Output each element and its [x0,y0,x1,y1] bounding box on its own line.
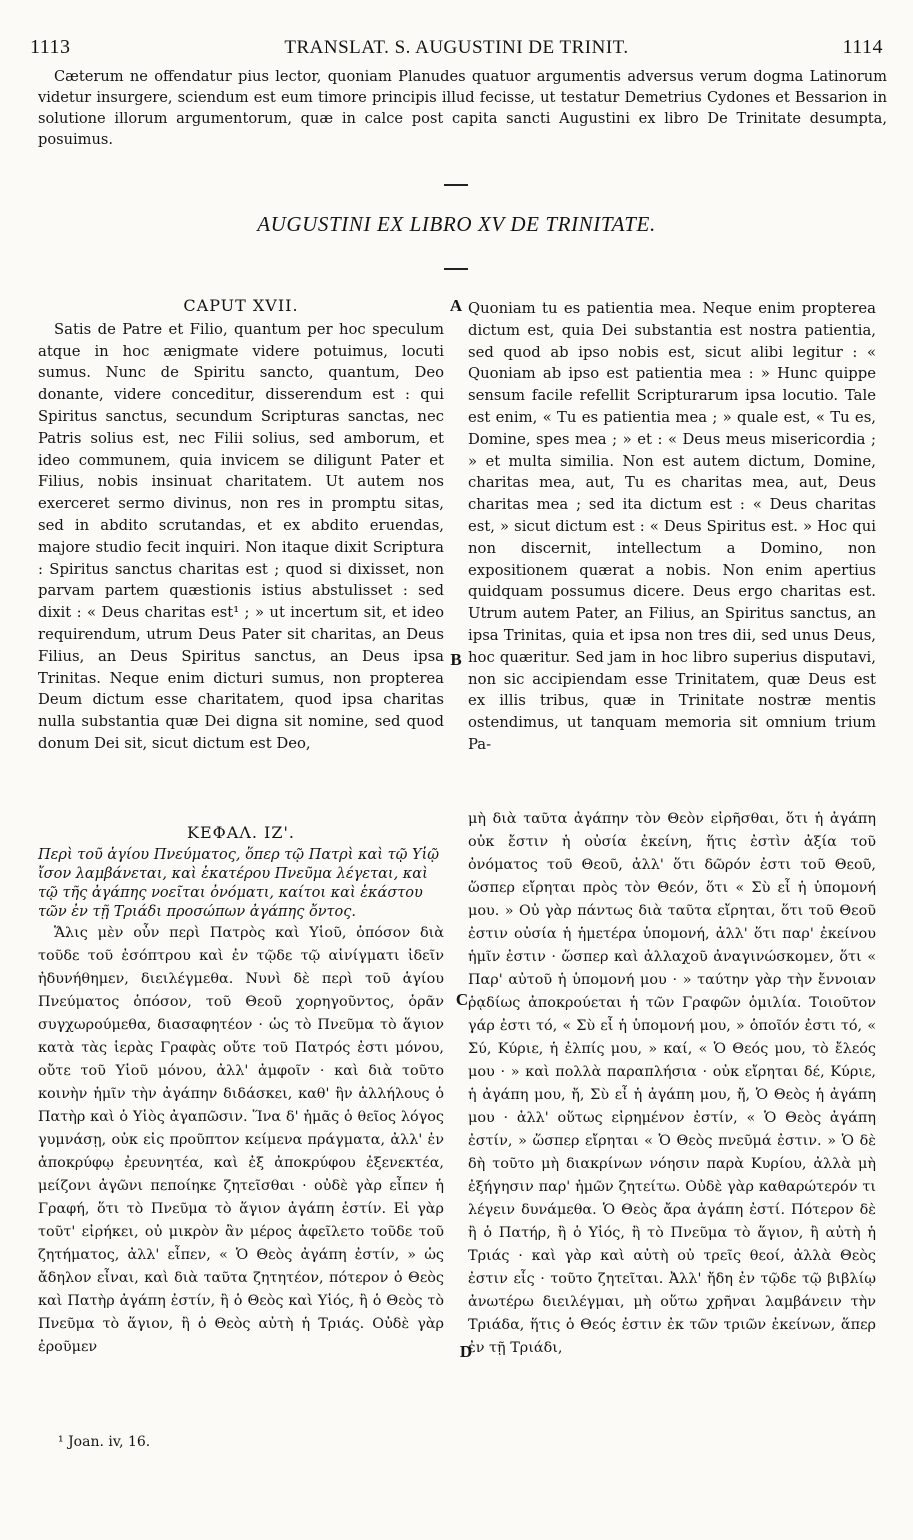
latin-column-left [38,295,444,755]
latin-text-right: Quoniam tu es patientia mea. Neque enim propterea dictum est, quia Dei substantia est nostra patientia, sed quod ab ipso nobis est, sicut alibi legitur : « Quoniam ab ipso est patientia mea : » Hunc quippe sensum facile refellit Scripturarum ipsa locutio. Tale est enim, « Tu es patientia mea ; » quale est, « Tu es, Domine, spes mea ; » et : « Deus meus misericordia ; » et multa similia. Non est autem dictum, Domine, charitas mea, aut, Tu es charitas mea, aut, Deus charitas mea ; sed ita dictum est : « Deus charitas est, » sicut dictum est : « Deus Spiritus est. » Hoc qui non discernit, intellectum a Domino, non expositionem quærat a nobis. Non enim apertius quidquam possumus dicere. Deus ergo charitas est. Utrum autem Pater, an Filius, an Spiritus sanctus, an ipsa Trinitas, quia et ipsa non tres dii, sed unus Deus, hoc quæritur. Sed jam in hoc libro superius disputavi, non sic accipiendam esse Trinitatem, quæ Deus est ex illis tribus, quæ in Trinitate nostræ mentis ostendimus, ut tanquam memoria sit omnium trium Pa- [468,300,876,753]
page-number-right: 1114 [842,36,883,58]
greek-text-right: μὴ διὰ ταῦτα ἀγάπην τὸν Θεὸν εἰρῆσθαι, ὅτι ἡ ἀγάπη οὐκ ἔστιν ἡ οὐσία ἐκείνη, ἥτις ἐστὶν ἀξία τοῦ ὀνόματος τοῦ Θεοῦ, ἀλλ' ὅτι δῶρόν ἐστι τοῦ Θεοῦ, ὥσπερ εἴρηται πρὸς τὸν Θεόν, ὅτι « Σὺ εἶ ἡ ὑπομονή μου. » Οὐ γὰρ πάντως διὰ ταῦτα εἴρηται, ὅτι τοῦ Θεοῦ ἐστιν οὐσία ἡ ἡμετέρα ὑπομονή, ἀλλ' ὅτι παρ' ἐκείνου ἡμῖν ἐστιν · ὥσπερ καὶ ἀλλαχοῦ ἀναγινώσκομεν, ὅτι « Παρ' αὐτοῦ ἡ ὑπομονή μου · » ταύτην γὰρ τὴν ἔννοιαν ῥᾳδίως ἀποκρούεται ἡ τῶν Γραφῶν ὁμιλία. Τοιοῦτον γάρ ἐστι τό, « Σὺ εἶ ἡ ὑπομονή μου, » ὁποῖόν ἐστι τό, « Σύ, Κύριε, ἡ ἐλπίς μου, » καί, « Ὁ Θεός μου, τὸ ἔλεός μου · » καὶ πολλὰ παραπλήσια · οὐκ εἴρηται δέ, Κύριε, ἡ ἀγάπη μου, ἤ, Σὺ εἶ ἡ ἀγάπη μου, ἤ, Ὁ Θεὸς ἡ ἀγάπη μου · ἀλλ' οὕτως εἰρημένον ἐστίν, « Ὁ Θεὸς ἀγάπη ἐστίν, » ὥσπερ εἴρηται « Ὁ Θεὸς πνεῦμά ἐστιν. » Ὁ δὲ δὴ τοῦτο μὴ διακρίνων νόησιν παρὰ Κυρίου, ἀλλὰ μὴ ἐξήγησιν παρ' ἡμῶν ζητείτω. Οὐδὲ γὰρ καθαρώτερόν τι λέγειν δυνάμεθα. Ὁ Θεὸς ἄρα ἀγάπη ἐστί. Πότερον δὲ ἢ ὁ Πατήρ, ἢ ὁ Υἱός, ἢ τὸ Πνεῦμα τὸ ἅγιον, ἢ αὐτὴ ἡ Τριάς · καὶ γὰρ καὶ αὐτὴ οὐ τρεῖς θεοί, ἀλλὰ Θεὸς ἐστιν εἷς · τοῦτο ζητεῖται. Ἀλλ' ἤδη ἐν τῷδε τῷ βιβλίῳ ἀνωτέρω διειλέγμαι, μὴ οὕτω χρῆναι λαμβάνειν τὴν Τριάδα, ἥτις ὁ Θεός ἐστιν ἐκ τῶν τριῶν ἐκείνων, ἅπερ ἐν τῇ Τριάδι, [468,811,876,1356]
running-title: TRANSLAT. S. AUGUSTINI DE TRINIT. [284,37,629,58]
divider-rule-bottom [444,268,468,270]
intro-text: Cæterum ne offendatur pius lector, quoniam Planudes quatuor argumentis adversus verum dogma Latinorum videtur insurgere, sciendum est eum timore principis illud fecisse, ut testatur Demetrius Cydones et Bessarion in solutione illorum argumentorum, quæ in calce post capita sancti Augustini ex libro De Trinitate desumpta, posuimus. [38,68,887,148]
section-marker-a: A [449,296,463,315]
section-marker-d: D [459,1342,473,1361]
page-number-left: 1113 [30,36,71,58]
section-marker-c: C [455,990,469,1009]
latin-column-right [468,298,876,756]
section-marker-b: B [450,650,462,669]
footnote: ¹ Joan. iv, 16. [58,1434,151,1450]
running-header [30,36,883,64]
latin-text-left: Satis de Patre et Filio, quantum per hoc speculum atque in hoc ænigmate videre potuimus, locuti sumus. Nunc de Spiritu sancto, quantum, Deo donante, videre conceditur, disserendum est : qui Spiritus sanctus, secundum Scripturas sanctas, nec Patris solius est, nec Filii solius, sed amborum, et ideo communem, quia invicem se diligunt Pater et Filius, nobis insinuat charitatem. Ut autem nos exerceret sermo divinus, non res in promptu sitas, sed in abdito scrutandas, et ex abdito eruendas, majore studio fecit inquiri. Non itaque dixit Scriptura : Spiritus sanctus charitas est ; quod si dixisset, non parvam partem quæstionis istius abstulisset : sed dixit : « Deus charitas est¹ ; » ut incertum sit, et ideo requirendum, utrum Deus Pater sit charitas, an Deus Filius, an Deus Spiritus sanctus, an Deus ipsa Trinitas. Neque enim dicturi sumus, non propterea Deum dictum esse charitatem, quod ipsa charitas nulla substantia quæ Dei digna sit nomine, sed quod donum Dei sit, sicut dictum est Deo, [38,320,444,752]
greek-column-left [38,822,444,1359]
section-title: AUGUSTINI EX LIBRO XV DE TRINITATE. [257,212,656,236]
greek-text-left: Ἅλις μὲν οὖν περὶ Πατρὸς καὶ Υἱοῦ, ὁπόσον διὰ τοῦδε τοῦ ἐσόπτρου καὶ ἐν τῷδε τῷ αἰνίγματι ἰδεῖν ἠδυνήθημεν, διειλέγμεθα. Νυνὶ δὲ περὶ τοῦ ἁγίου Πνεύματος ὁπόσον, τοῦ Θεοῦ χορηγοῦντος, ὁρᾶν συγχωρούμεθα, διασαφητέον · ὡς τὸ Πνεῦμα τὸ ἅγιον κατὰ τὰς ἱερὰς Γραφὰς οὔτε τοῦ Πατρός ἐστι μόνου, οὔτε τοῦ Υἱοῦ μόνου, ἀλλ' ἀμφοῖν · καὶ διὰ τοῦτο κοινὴν ἡμῖν τὴν ἀγάπην διδάσκει, καθ' ἣν ἀλλήλους ὁ Πατὴρ καὶ ὁ Υἱὸς ἀγαπῶσιν. Ἵνα δ' ἡμᾶς ὁ θεῖος λόγος γυμνάσῃ, οὐκ εἰς προῦπτον κείμενα πράγματα, ἀλλ' ἐν ἀποκρύφῳ ἐρευνητέα, καὶ ἐξ ἀποκρύφου ἐξενεκτέα, μείζονι ἀγῶνι πεποίηκε ζητεῖσθαι · οὐδὲ γὰρ εἶπεν ἡ Γραφή, ὅτι τὸ Πνεῦμα τὸ ἅγιον ἀγάπη ἐστίν. Εἰ γὰρ τοῦτ' εἰρήκει, οὐ μικρὸν ἂν μέρος ἀφεῖλετο τοῦδε τοῦ ζητήματος, ἀλλ' εἶπεν, « Ὁ Θεὸς ἀγάπη ἐστίν, » ὡς ἄδηλον εἶναι, καὶ διὰ ταῦτα ζητητέον, πότερον ὁ Θεὸς καὶ Πατὴρ ἀγάπη ἐστίν, ἢ ὁ Θεὸς καὶ Υἱός, ἢ ὁ Θεὸς τὸ Πνεῦμα τὸ ἅγιον, ἢ ὁ Θεὸς αὐτὴ ἡ Τριάς. Οὐδὲ γὰρ ἐροῦμεν [38,924,444,1355]
intro-paragraph [38,66,887,150]
greek-chapter-heading: ΚΕΦΑΛ. ΙΖ'. [187,823,295,842]
greek-column-right [468,808,876,1360]
greek-chapter-summary: Περὶ τοῦ ἁγίου Πνεύματος, ὅπερ τῷ Πατρὶ καὶ τῷ Υἱῷ ἴσον λαμβάνεται, καὶ ἑκατέρου Πνεῦμα λέγεται, καὶ τῷ τῆς ἀγάπης νοεῖται ὀνόματι, καίτοι καὶ ἑκάστου τῶν ἐν τῇ Τριάδι προσώπων ἀγάπης ὄντος. [38,846,440,920]
divider-rule-top [444,184,468,186]
latin-chapter-heading: CAPUT XVII. [183,296,299,315]
